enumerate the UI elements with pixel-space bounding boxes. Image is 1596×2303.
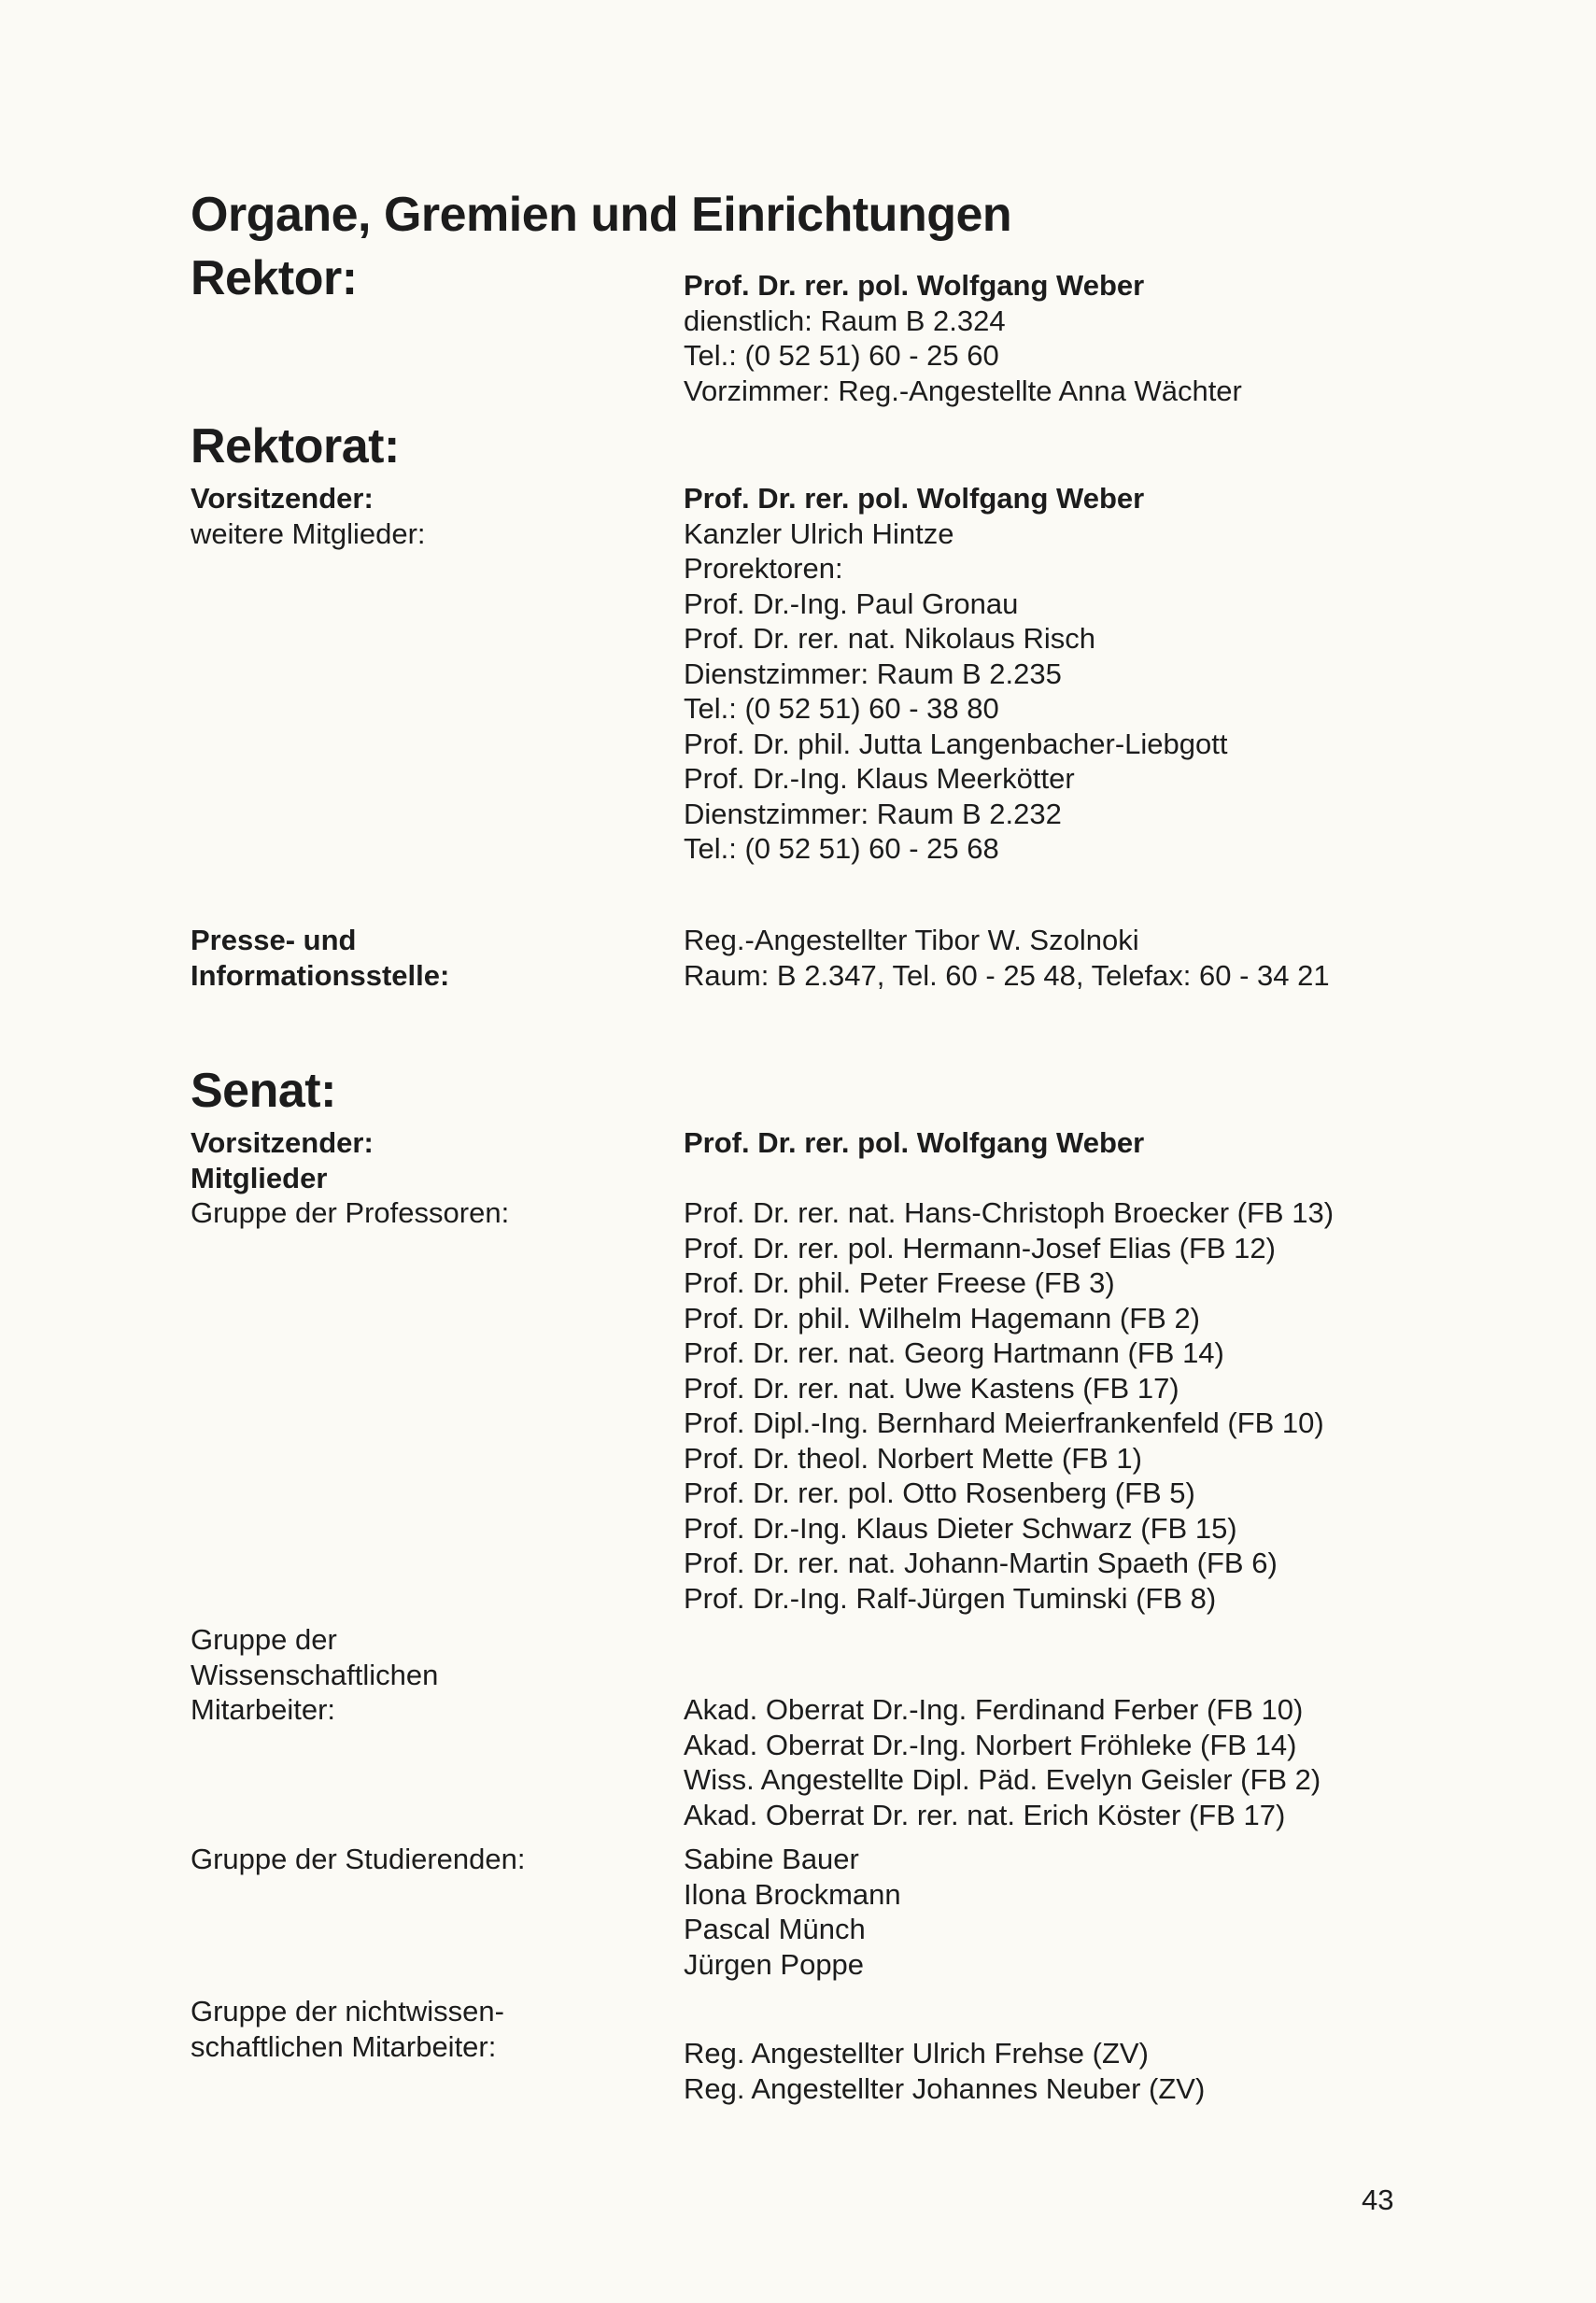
- list-item: Prof. Dr.-Ing. Klaus Dieter Schwarz (FB 15): [684, 1511, 1237, 1545]
- list-item: Prof. Dr. phil. Jutta Langenbacher-Liebgott: [684, 727, 1228, 760]
- section-heading-senat: Senat:: [191, 1064, 336, 1118]
- label-line: Gruppe der: [191, 1623, 337, 1656]
- list-item: Prof. Dr. rer. nat. Nikolaus Risch: [684, 622, 1096, 655]
- senat-wiss-label: [191, 1622, 438, 1728]
- senat-studierende-list: [684, 1842, 901, 1982]
- presse-label-line: Presse- und: [191, 924, 357, 956]
- senat-professoren-list: [684, 1195, 1334, 1616]
- list-item: Jürgen Poppe: [684, 1947, 865, 1981]
- list-item: Pascal Münch: [684, 1913, 866, 1945]
- senat-labels: [191, 1125, 374, 1195]
- list-item: Prof. Dr. rer. nat. Georg Hartmann (FB 14): [684, 1336, 1224, 1369]
- presse-details: [684, 923, 1330, 993]
- senat-label-mitglieder: Mitglieder: [191, 1161, 328, 1194]
- list-item: Akad. Oberrat Dr.-Ing. Norbert Fröhleke (FB 14): [684, 1728, 1297, 1761]
- list-item: Sabine Bauer: [684, 1843, 859, 1875]
- rektorat-labels: [191, 481, 426, 551]
- list-item: Prof. Dr. rer. pol. Otto Rosenberg (FB 5): [684, 1476, 1195, 1509]
- list-item: Wiss. Angestellte Dipl. Päd. Evelyn Geisler (FB 2): [684, 1763, 1321, 1796]
- list-item: Tel.: (0 52 51) 60 - 38 80: [684, 692, 999, 725]
- presse-contact-name: Reg.-Angestellter Tibor W. Szolnoki: [684, 924, 1139, 956]
- section-heading-rektorat: Rektorat:: [191, 419, 400, 473]
- list-item: Prof. Dr. rer. nat. Johann-Martin Spaeth (FB 6): [684, 1547, 1278, 1579]
- label-line: Wissenschaftlichen: [191, 1658, 439, 1691]
- list-item: Prof. Dr.-Ing. Paul Gronau: [684, 586, 1019, 620]
- list-item: Prof. Dr. rer. pol. Hermann-Josef Elias (FB 12): [684, 1231, 1276, 1265]
- list-item: Prorektoren:: [684, 552, 843, 585]
- rektor-name: Prof. Dr. rer. pol. Wolfgang Weber: [684, 269, 1145, 302]
- list-item: Prof. Dr. phil. Peter Freese (FB 3): [684, 1266, 1115, 1299]
- list-item: Prof. Dipl.-Ing. Bernhard Meierfrankenfeld (FB 10): [684, 1406, 1324, 1439]
- list-item: Prof. Dr. phil. Wilhelm Hagemann (FB 2): [684, 1301, 1201, 1335]
- list-item: Ilona Brockmann: [684, 1877, 901, 1911]
- rektorat-label-mitglieder: weitere Mitglieder:: [191, 516, 426, 550]
- list-item: Prof. Dr.-Ing. Ralf-Jürgen Tuminski (FB 8): [684, 1581, 1217, 1615]
- list-item: Dienstzimmer: Raum B 2.235: [684, 657, 1062, 690]
- list-item: Prof. Dr. rer. pol. Wolfgang Weber: [684, 482, 1145, 515]
- list-item: Akad. Oberrat Dr. rer. nat. Erich Köster (FB 17): [684, 1798, 1286, 1831]
- senat-studierende-label: Gruppe der Studierenden:: [191, 1843, 526, 1875]
- rektor-office: Vorzimmer: Reg.-Angestellte Anna Wächter: [684, 374, 1242, 407]
- senat-vorsitz: Prof. Dr. rer. pol. Wolfgang Weber: [684, 1126, 1145, 1159]
- list-item: Dienstzimmer: Raum B 2.232: [684, 797, 1062, 830]
- senat-professoren-label: Gruppe der Professoren:: [191, 1196, 510, 1229]
- rektorat-members: [684, 481, 1227, 867]
- rektor-details: [684, 268, 1242, 408]
- rektorat-label-vorsitz: Vorsitzender:: [191, 482, 374, 515]
- list-item: Prof. Dr. rer. nat. Hans-Christoph Broecker (FB 13): [684, 1196, 1335, 1229]
- label-line: schaftlichen Mitarbeiter:: [191, 2029, 497, 2063]
- list-item: Prof. Dr. theol. Norbert Mette (FB 1): [684, 1441, 1142, 1475]
- senat-label-vorsitz: Vorsitzender:: [191, 1126, 374, 1159]
- page-number: 43: [1362, 2183, 1394, 2216]
- list-item: Reg. Angestellter Johannes Neuber (ZV): [684, 2071, 1206, 2105]
- list-item: Kanzler Ulrich Hintze: [684, 516, 954, 550]
- page-title: Organe, Gremien und Einrichtungen: [191, 188, 1012, 242]
- label-line: Gruppe der nichtwissen-: [191, 1995, 504, 2027]
- presse-label-line: Informationsstelle:: [191, 958, 450, 992]
- list-item: Tel.: (0 52 51) 60 - 25 68: [684, 832, 999, 865]
- senat-wiss-list: [684, 1692, 1321, 1832]
- rektor-room: dienstlich: Raum B 2.324: [684, 304, 1006, 337]
- label-line: Mitarbeiter:: [191, 1693, 336, 1726]
- senat-nichtwiss-list: [684, 2036, 1205, 2106]
- presse-contact-room: Raum: B 2.347, Tel. 60 - 25 48, Telefax: 60 - 34 21: [684, 958, 1330, 992]
- list-item: Akad. Oberrat Dr.-Ing. Ferdinand Ferber (FB 10): [684, 1693, 1304, 1726]
- presse-label: [191, 923, 449, 993]
- section-heading-rektor: Rektor:: [191, 251, 358, 305]
- list-item: Reg. Angestellter Ulrich Frehse (ZV): [684, 2037, 1149, 2070]
- senat-nichtwiss-label: [191, 1994, 504, 2064]
- list-item: Prof. Dr. rer. nat. Uwe Kastens (FB 17): [684, 1371, 1179, 1405]
- list-item: Prof. Dr.-Ing. Klaus Meerkötter: [684, 762, 1075, 795]
- rektor-phone: Tel.: (0 52 51) 60 - 25 60: [684, 339, 999, 372]
